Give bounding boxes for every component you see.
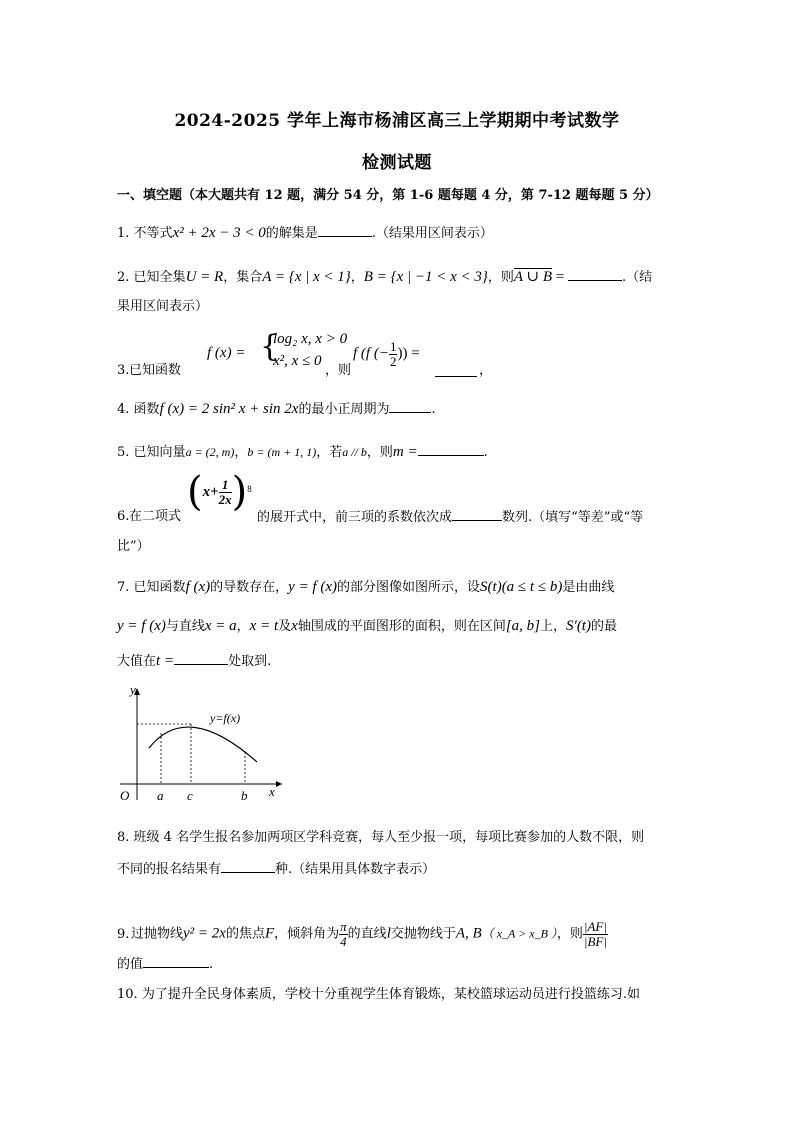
q10-number: 10. [117,987,138,1002]
q6-paren-right: ) [231,469,248,516]
q5-parallel: a // b [342,445,367,459]
q1-text-post: 的解集是 [265,226,318,241]
q6-answer-blank[interactable] [452,508,502,521]
q5-m: m = [392,444,418,460]
q9-condition: （ x_A > x_B ） [481,926,557,941]
q8-answer-blank[interactable] [221,860,275,873]
q9-pi-den: 4 [340,933,347,949]
q3-answer-blank[interactable] [435,364,477,377]
q5-vector-b: b = (m + 1, 1) [247,445,317,459]
q9-pi-num: π [340,919,347,934]
q7-text-1a: 已知函数 [133,580,186,595]
q7-text-2c: ， [236,619,250,634]
q3-case-1: log₂ x, x > 0 [273,331,348,347]
question-8-line-2 [117,860,435,879]
q5-tail: . [483,445,488,460]
q10-text: 为了提升全民身体素质，学校十分重视学生体育锻炼，某校篮球运动员进行投篮练习.如 [141,987,640,1002]
q7-text-3b: 处取到. [228,654,272,669]
q9-tail: . [209,957,214,972]
curve-label: y=f(x) [210,711,241,725]
q9-f: F [264,925,275,942]
q6-text-pre: 在二项式 [129,509,182,524]
q3-function-name: f (x) = [207,345,246,361]
section-heading: 一、填空题（本大题共有 12 题，满分 54 分，第 1-6 题每题 4 分，第 7-12 题每题 5 分） [117,188,659,203]
b-label: b [241,788,248,803]
q7-text-1b: 的导数存在， [210,580,289,595]
q7-fx: f (x) [185,579,211,595]
q3-ask-post: )) = [397,345,420,362]
question-8-line-1 [117,829,644,847]
q3-half-den: 2 [389,353,397,369]
q2-continuation: 果用区间表示） [117,299,209,314]
q3-half-num: 1 [389,339,397,354]
q9-line-1 [131,920,608,948]
q6-text-post: 的展开式中，前三项的系数依次成 [257,510,453,525]
q2-text-pre: 已知全集 [133,270,186,285]
q7-text-2g: 的最 [590,619,617,634]
q5-text-then: ，则 [366,445,393,460]
question-1 [117,224,493,243]
q6-exponent: 8 [247,484,252,494]
q3-ask-pre: f (f (− [353,345,389,362]
question-2 [117,268,652,287]
x-axis-arrow [276,781,282,787]
q8-number: 8. [117,830,130,845]
q9-af: |AF| [583,919,607,934]
q6-frac-den: 2x [218,491,232,507]
q1-number: 1. [117,226,130,241]
q1-text-pre: 不等式 [133,226,173,241]
q8-text-1: 班级 4 名学生报名参加两项区学科竞赛，每人至少报一项，每项比赛参加的人数不限，则 [133,830,645,845]
q6-continuation: 比”） [117,539,150,554]
q1-answer-blank[interactable] [318,224,372,237]
q9-bf: |BF| [583,933,607,949]
q9-text-then: ，则 [556,926,583,942]
page-title: 2024-2025 学年上海市杨浦区高三上学期期中考试数学 [174,111,620,131]
q9-text-focus: 的焦点 [225,926,265,942]
q6-binomial [187,469,252,516]
q4-math: f (x) = 2 sin² x + sin 2x [159,401,299,417]
q2-comma: ， [350,270,364,285]
q7-text-2f: 上， [540,619,567,634]
q7-answer-blank[interactable] [174,652,228,665]
q7-text-2b: 与直线 [165,619,205,634]
q3-expression [353,340,420,368]
question-4 [117,400,436,419]
q4-answer-blank[interactable] [389,400,431,413]
q9-number: 9. [117,927,130,942]
q5-answer-blank[interactable] [418,443,484,456]
q8-text-2b: 种.（结果用具体数字表示） [275,862,436,877]
q3-brace: { [260,329,280,364]
q2-equals: = [552,269,568,285]
q2-text-mid: ，集合 [223,270,263,285]
q7-text-3a: 大值在 [117,654,157,669]
q7-x-var: x [291,618,298,634]
origin-label: O [120,788,130,803]
q4-tail: . [431,402,436,417]
q6-paren-left: ( [187,469,203,516]
q9-text-angle: ，倾斜角为 [274,926,340,942]
q5-vector-a: a = (2, m) [185,445,235,459]
q2-set-a: A = {x | x < 1} [262,269,351,285]
question-10 [117,986,640,1004]
q2-set-b: B = {x | −1 < x < 3} [363,269,488,285]
q9-text-value: 的值 [117,957,144,972]
q9-pi-over-4 [339,920,348,948]
q6-fraction [219,478,232,506]
q5-text-pre: 已知向量 [133,445,186,460]
q9-l: l [386,925,391,942]
q1-math: x² + 2x − 3 < 0 [172,225,266,241]
question-9-line-2 [117,955,213,974]
q4-text-post: 的最小正周期为 [298,402,390,417]
page-subtitle: 检测试题 [362,153,432,173]
q7-number: 7. [117,580,130,595]
q5-comma: ， [234,445,248,460]
q7-yfx-2: y = f (x) [117,618,166,634]
c-label: c [187,788,193,803]
q9-ab: A, B [455,925,482,942]
function-graph [112,680,292,805]
q9-text-line: 的直线 [347,926,387,942]
q7-text-1d: 是由曲线 [562,580,615,595]
q7-interval: [a, b] [505,618,541,634]
q9-parabola: y² = 2x [183,925,226,942]
x-axis-label: x [269,784,275,799]
q7-yfx: y = f (x) [288,579,338,595]
q1-tail: .（结果用区间表示） [371,226,493,241]
q7-text-1c: 的部分图像如图所示，设 [337,580,481,595]
q7-t: t = [156,653,175,669]
q6-text-post-wrap [257,508,643,527]
q6-x: x [202,484,211,501]
question-7-line-2 [117,617,617,636]
q9-answer-blank[interactable] [143,955,209,968]
q7-text-2e: 轴围成的平面图形的面积，则在区间 [297,619,506,634]
q2-complement-expr: A ∪ B [513,269,553,285]
q3-tail: ， [479,363,493,378]
q6-plus: + [210,484,219,501]
q6-number: 6. [117,509,130,524]
q7-s-prime: S′(t) [566,618,591,634]
q9-text-intersect: 交抛物线于 [390,926,456,942]
q8-text-2a: 不同的报名结果有 [117,862,222,877]
q3-case-2: x², x ≤ 0 [273,353,322,369]
q2-number: 2. [117,270,130,285]
q5-text-if: ，若 [316,445,343,460]
q4-number: 4. [117,402,130,417]
q5-number: 5. [117,445,130,460]
q7-text-2d: 及 [278,619,292,634]
y-axis-label: y [130,682,136,697]
q7-xt: x = t [249,618,279,634]
q9-text-pre: 过抛物线 [131,926,184,942]
q2-tail: .（结 [622,270,653,285]
question-7-line-1 [117,578,614,597]
q2-universal-set: U = R [185,269,224,285]
curve [149,727,257,762]
q3-number: 3. [117,363,130,378]
q7-st: S(t)(a ≤ t ≤ b) [480,579,563,595]
q9-ratio [583,920,608,948]
a-label: a [157,788,164,803]
q3-text-pre: 已知函数 [129,363,182,378]
q6-tail: 数列.（填写“等差”或“等 [502,510,644,525]
question-5 [117,443,488,462]
q3-text-mid: ，则 [325,363,352,378]
question-7-line-3 [117,652,271,671]
q2-answer-blank[interactable] [568,268,622,281]
q4-text-pre: 函数 [133,402,160,417]
q2-text-then: ，则 [487,270,514,285]
q6-frac-num: 1 [219,478,232,493]
q7-xa: x = a [204,618,237,634]
